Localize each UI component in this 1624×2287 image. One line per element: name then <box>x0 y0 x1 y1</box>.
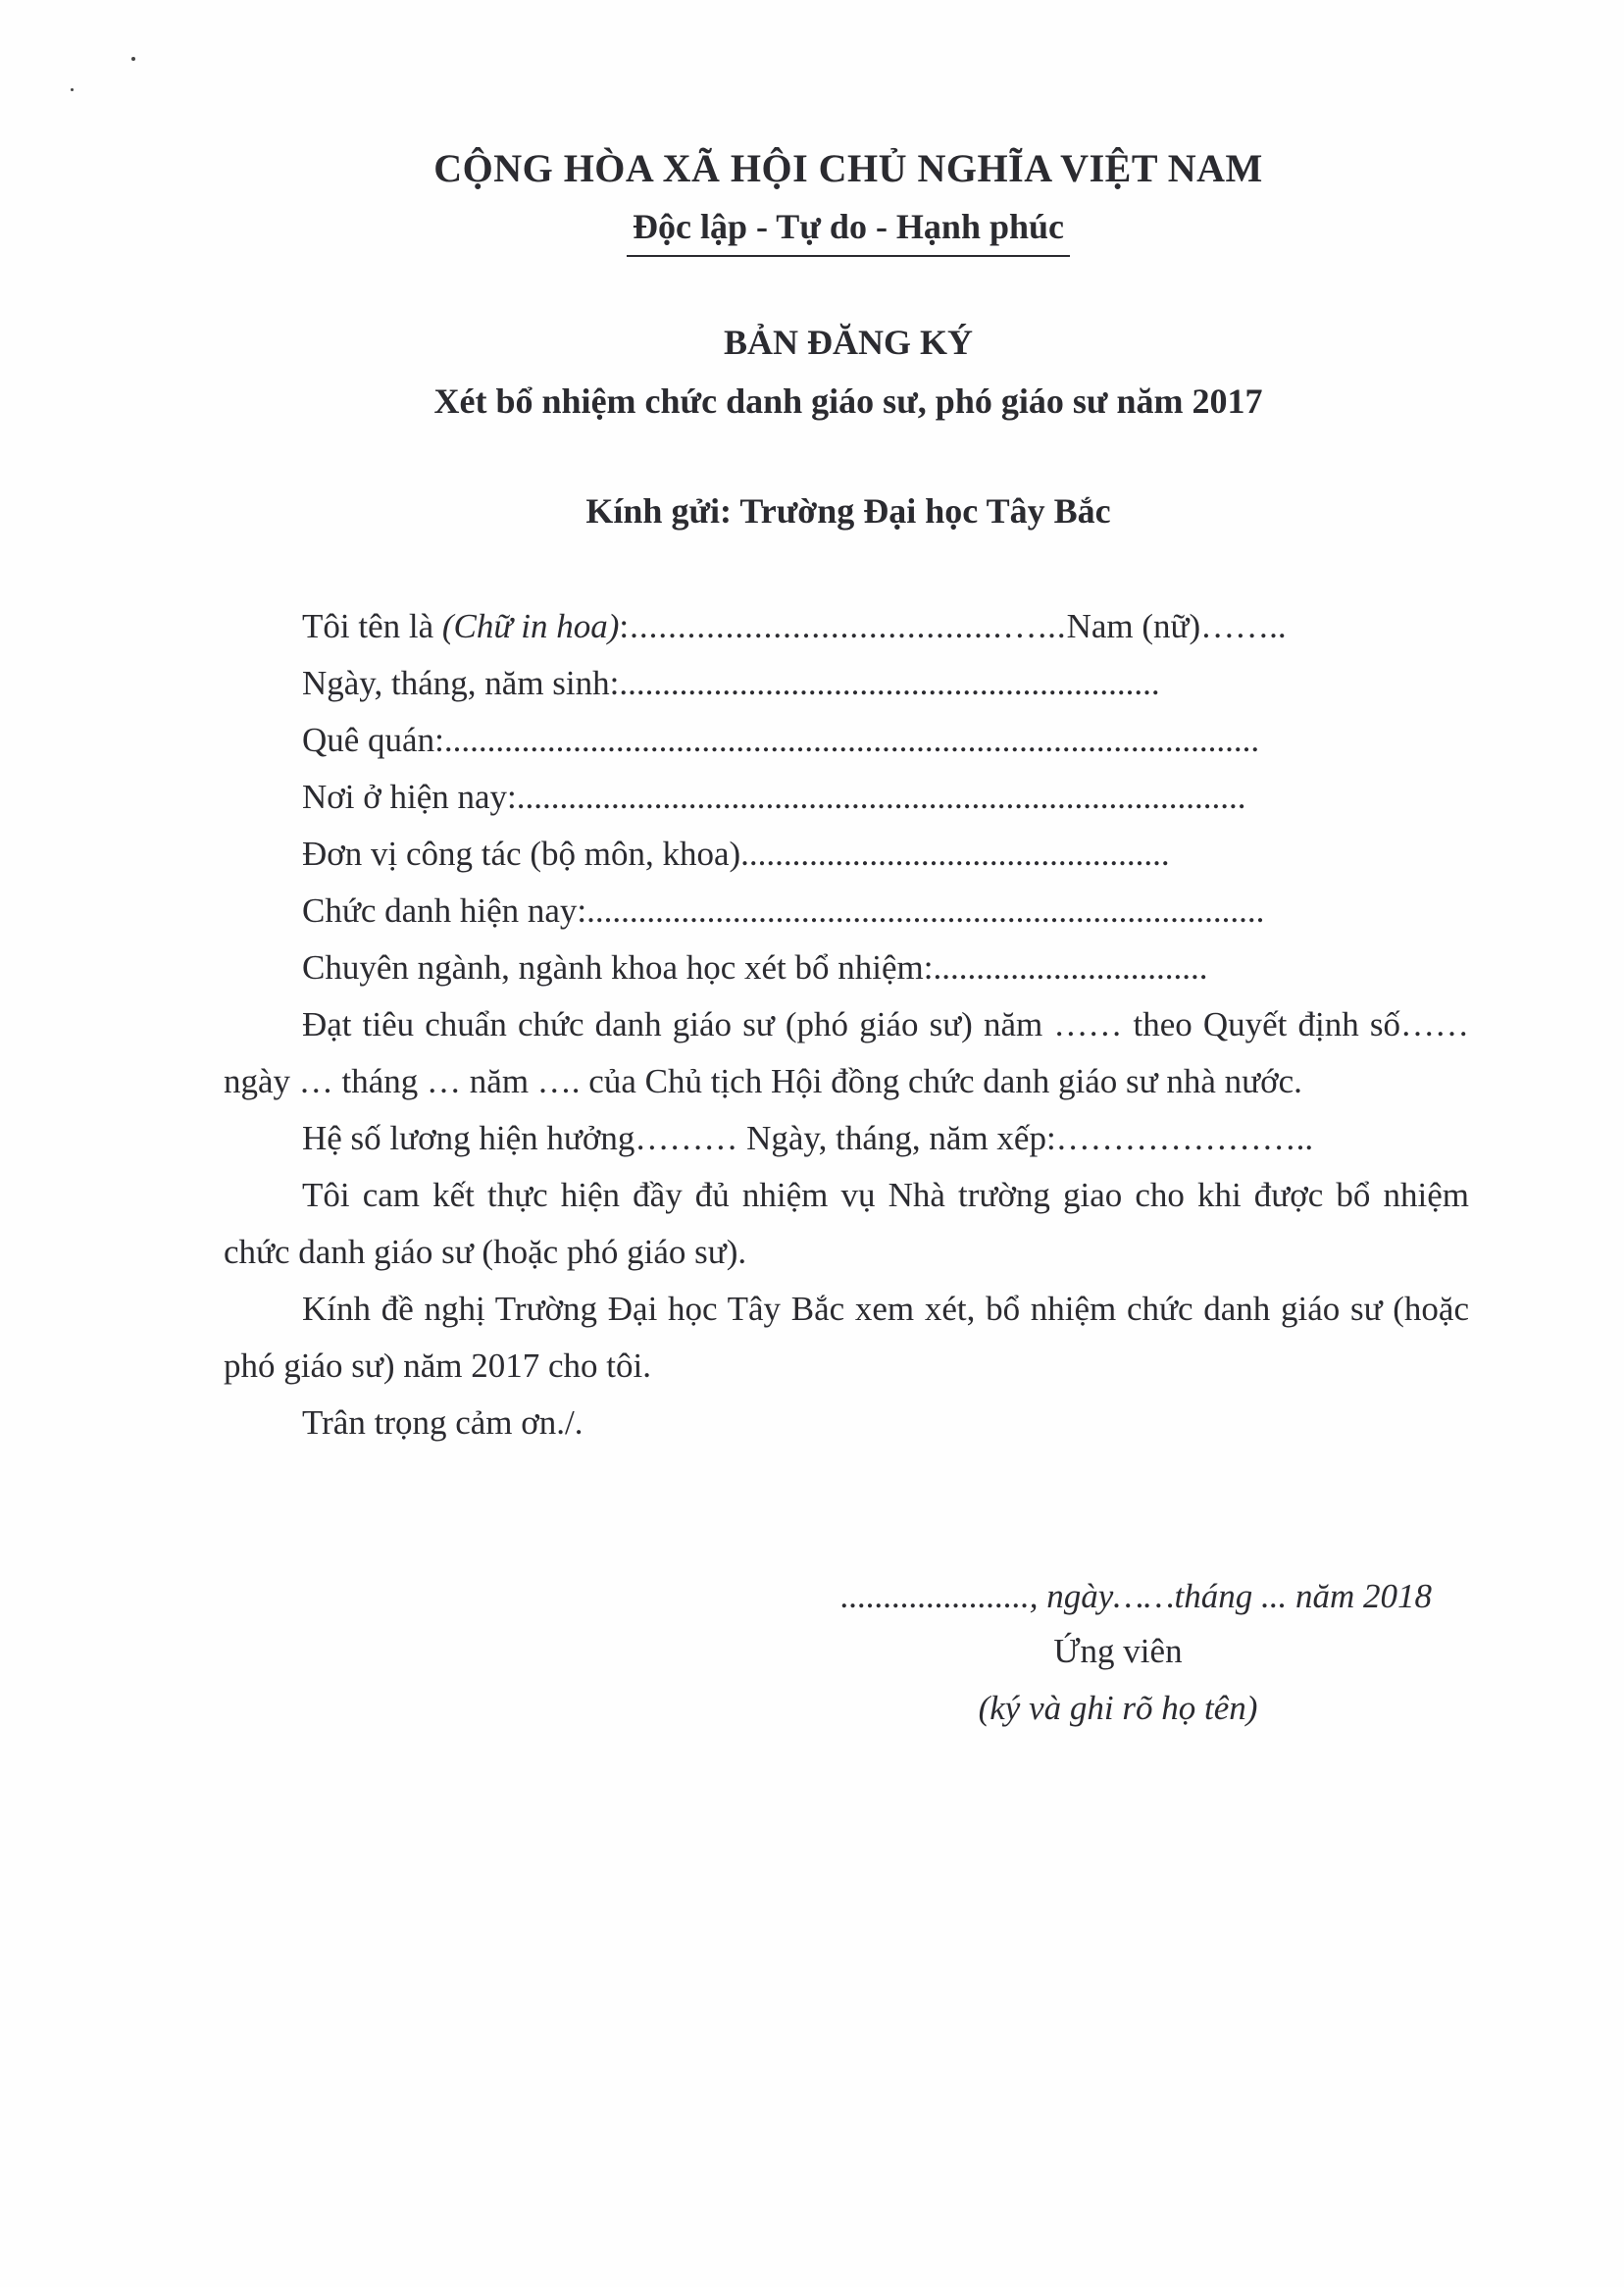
signature-date: ......................, ngày……tháng ... năm 2018 <box>840 1577 1432 1615</box>
signature-note: (ký và ghi rõ họ tên) <box>978 1689 1258 1727</box>
thanks-paragraph: Trân trọng cảm ơn./. <box>302 1403 584 1442</box>
scan-speck <box>71 88 74 91</box>
commitment-paragraph: Tôi cam kết thực hiện đầy đủ nhiệm vụ Nhà trường giao cho khi được bổ nhiệm chức danh giáo sư (hoặc phó giáo sư). <box>224 1176 1469 1271</box>
birth-field: Ngày, tháng, năm sinh:............................................................... <box>302 664 1160 702</box>
signature-role: Ứng viên <box>1053 1632 1183 1670</box>
motto-block <box>0 206 1624 257</box>
salary-paragraph: Hệ số lương hiện hưởng……… Ngày, tháng, năm xếp:………………….. <box>302 1119 1314 1157</box>
scan-speck <box>131 57 135 61</box>
motto: Độc lập - Tự do - Hạnh phúc <box>627 206 1070 257</box>
name-hint: (Chữ in hoa) <box>441 607 620 645</box>
national-title: CỘNG HÒA XÃ HỘI CHỦ NGHĨA VIỆT NAM <box>433 146 1263 190</box>
name-blank: :.......................................…... <box>619 607 1067 645</box>
recipient-line: Kính gửi: Trường Đại học Tây Bắc <box>585 491 1111 531</box>
residence-field: Nơi ở hiện nay:..................................................................................... <box>302 778 1246 816</box>
hometown-field: Quê quán:............................................................................................... <box>302 721 1260 759</box>
form-body <box>224 598 1469 1451</box>
document-subtitle: Xét bổ nhiệm chức danh giáo sư, phó giáo sư năm 2017 <box>433 381 1263 421</box>
workplace-field: Đơn vị công tác (bộ môn, khoa).................................................. <box>302 835 1170 873</box>
request-paragraph: Kính đề nghị Trường Đại học Tây Bắc xem xét, bổ nhiệm chức danh giáo sư (hoặc phó giáo sư) năm 2017 cho tôi. <box>224 1290 1469 1385</box>
standard-paragraph: Đạt tiêu chuẩn chức danh giáo sư (phó giáo sư) năm …… theo Quyết định số…… ngày … tháng … năm …. của Chủ tịch Hội đồng chức danh giáo sư nhà nước. <box>224 1005 1469 1100</box>
name-field <box>224 598 1469 655</box>
gender-label: Nam (nữ)…….. <box>1066 607 1287 645</box>
position-field: Chức danh hiện nay:............................................................................... <box>302 891 1265 930</box>
document-title: BẢN ĐĂNG KÝ <box>723 323 973 362</box>
name-label: Tôi tên là <box>302 607 442 645</box>
major-field: Chuyên ngành, ngành khoa học xét bổ nhiệm:................................ <box>302 948 1208 987</box>
